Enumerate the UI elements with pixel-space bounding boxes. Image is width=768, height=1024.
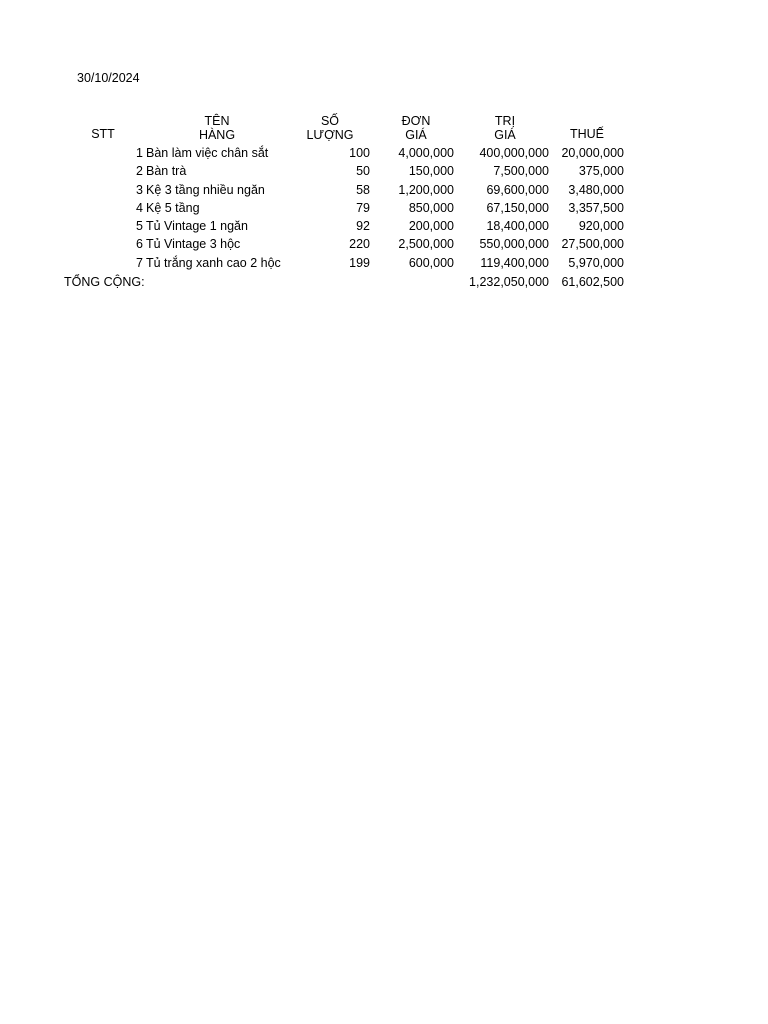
row-name: Bàn làm việc chân sắt <box>146 146 269 160</box>
header-name <box>187 114 247 142</box>
row-tax: 20,000,000 <box>561 146 624 160</box>
row-stt: 2 <box>136 164 143 178</box>
row-name: Tủ Vintage 3 hộc <box>146 237 241 251</box>
header-name-line2: HÀNG <box>198 128 236 142</box>
row-price: 150,000 <box>408 164 454 178</box>
row-name: Bàn trà <box>146 164 187 178</box>
total-value: 1,232,050,000 <box>469 275 549 289</box>
row-tax: 27,500,000 <box>561 237 624 251</box>
row-qty: 100 <box>349 146 370 160</box>
row-name: Kệ 3 tầng nhiều ngăn <box>146 183 265 197</box>
row-stt: 4 <box>136 201 143 215</box>
row-tax: 5,970,000 <box>568 256 624 270</box>
row-price: 1,200,000 <box>398 183 454 197</box>
header-price-line2: GIÁ <box>405 128 427 142</box>
row-stt: 7 <box>136 256 143 270</box>
row-stt: 1 <box>136 146 143 160</box>
header-stt: STT <box>91 127 115 141</box>
row-qty: 220 <box>349 237 370 251</box>
header-value-line1: TRỊ <box>494 114 516 128</box>
row-price: 200,000 <box>408 219 454 233</box>
row-stt: 6 <box>136 237 143 251</box>
row-tax: 3,357,500 <box>568 201 624 215</box>
row-stt: 3 <box>136 183 143 197</box>
header-name-line1: TÊN <box>204 114 230 128</box>
header-value-line2: GIÁ <box>494 128 516 142</box>
row-value: 69,600,000 <box>486 183 549 197</box>
header-value <box>475 114 535 142</box>
row-value: 119,400,000 <box>480 256 549 270</box>
row-price: 4,000,000 <box>398 146 454 160</box>
row-qty: 50 <box>356 164 370 178</box>
row-name: Tủ trắng xanh cao 2 hộc <box>146 256 281 270</box>
row-value: 7,500,000 <box>493 164 549 178</box>
header-price <box>386 114 446 142</box>
header-tax: THUẾ <box>569 127 605 141</box>
row-qty: 79 <box>356 201 370 215</box>
row-price: 850,000 <box>408 201 454 215</box>
row-name: Kệ 5 tầng <box>146 201 200 215</box>
row-stt: 5 <box>136 219 143 233</box>
total-label: TỔNG CỘNG: <box>64 275 145 289</box>
row-value: 400,000,000 <box>479 146 549 160</box>
header-qty-line2: LƯỢNG <box>306 128 354 142</box>
header-price-line1: ĐƠN <box>401 114 431 128</box>
row-name: Tủ Vintage 1 ngăn <box>146 219 248 233</box>
row-qty: 58 <box>356 183 370 197</box>
row-tax: 375,000 <box>578 164 624 178</box>
row-tax: 3,480,000 <box>568 183 624 197</box>
report-date: 30/10/2024 <box>77 71 140 85</box>
row-price: 2,500,000 <box>398 237 454 251</box>
row-qty: 92 <box>356 219 370 233</box>
row-qty: 199 <box>349 256 370 270</box>
row-value: 550,000,000 <box>479 237 549 251</box>
header-qty-line1: SỐ <box>320 114 340 128</box>
total-tax: 61,602,500 <box>561 275 624 289</box>
row-price: 600,000 <box>408 256 454 270</box>
row-tax: 920,000 <box>578 219 624 233</box>
row-value: 18,400,000 <box>486 219 549 233</box>
row-value: 67,150,000 <box>486 201 549 215</box>
header-qty <box>300 114 360 142</box>
